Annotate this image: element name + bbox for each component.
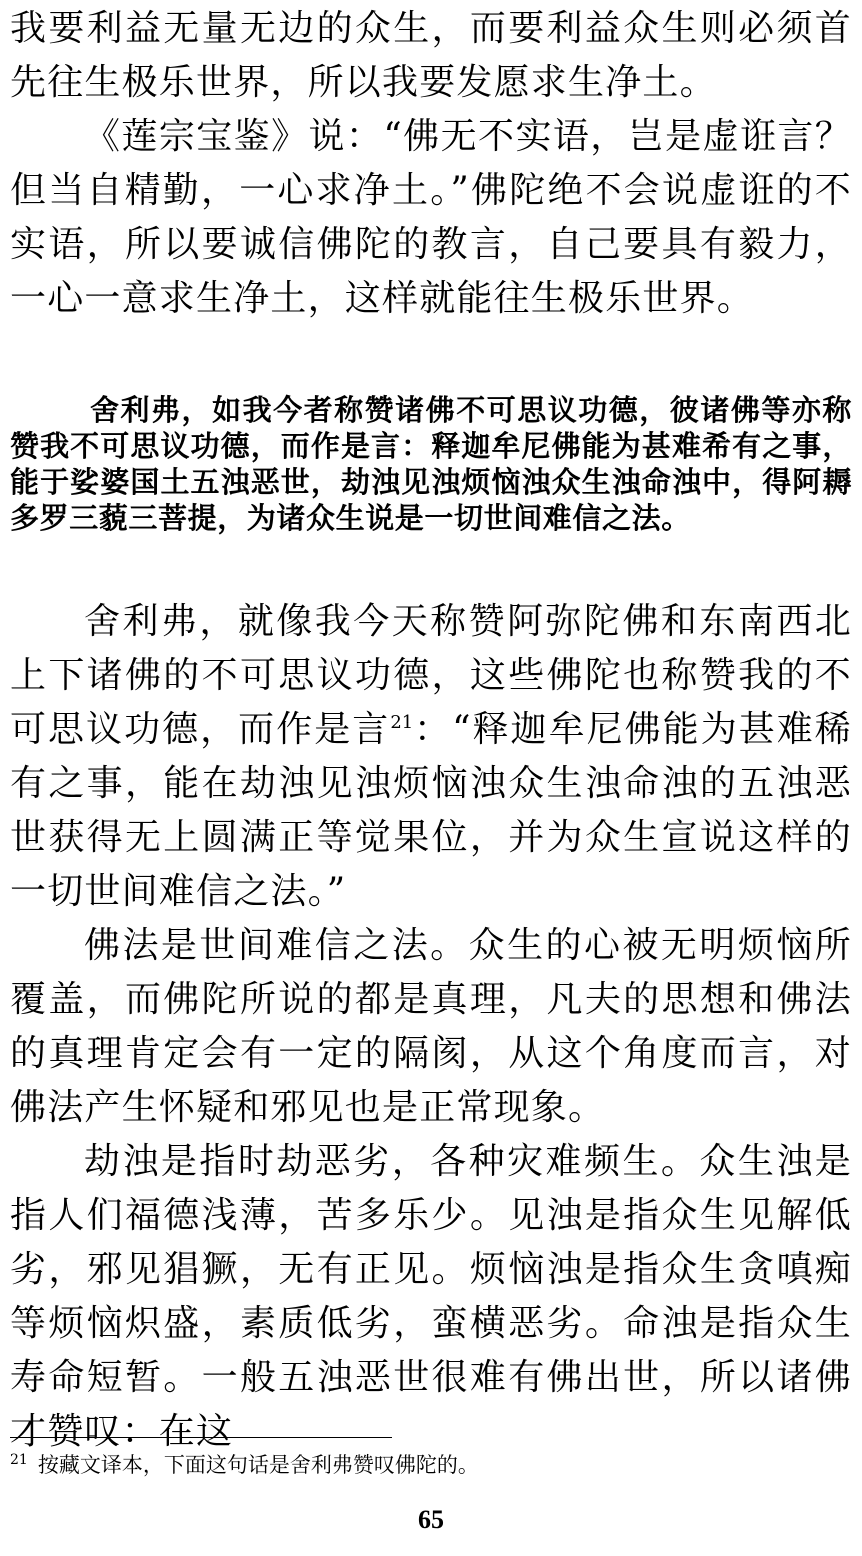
footnote-reference[interactable]: 21 bbox=[390, 712, 414, 733]
paragraph-lianzong-quote: 《莲宗宝鉴》说：“佛无不实语，岂是虚诳言？但当自精勤，一心求净土。”佛陀绝不会说虚诳的不实语，所以要诚信佛陀的教言，自己要具有毅力，一心一意求生净土，这样就能往生极乐世界。 bbox=[10, 116, 852, 319]
paragraph-translation bbox=[10, 595, 852, 919]
page-number: 65 bbox=[418, 1505, 444, 1534]
paragraph-five-turbidities: 劫浊是指时劫恶劣，各种灾难频生。众生浊是指人们福德浅薄，苦多乐少。见浊是指众生见解低劣，邪见猖獗，无有正见。烦恼浊是指众生贪嗔痴等烦恼炽盛，素质低劣，蛮横恶劣。命浊是指众生寿命短暂。一般五浊恶世很难有佛出世，所以诸佛才赞叹：在这 bbox=[10, 1141, 852, 1452]
footnote-divider bbox=[10, 1437, 392, 1438]
paragraph-difficult-dharma: 佛法是世间难信之法。众生的心被无明烦恼所覆盖，而佛陀所说的都是真理，凡夫的思想和佛法的真理肯定会有一定的隔阂，从这个角度而言，对佛法产生怀疑和邪见也是正常现象。 bbox=[10, 925, 852, 1128]
translation-text-part2: ：“释迦牟尼佛能为甚难稀有之事，能在劫浊见浊烦恼浊众生浊命浊的五浊恶世获得无上圆满正等觉果位，并为众生宣说这样的一切世间难信之法。” bbox=[10, 709, 852, 912]
footnote-number: 21 bbox=[10, 1452, 28, 1468]
paragraph-vow: 我要利益无量无边的众生，而要利益众生则必须首先往生极乐世界，所以我要发愿求生净土。 bbox=[10, 8, 852, 103]
footnote-text: 按藏文译本，下面这句话是舍利弗赞叹佛陀的。 bbox=[37, 1453, 479, 1477]
sutra-passage: 舍利弗，如我今者称赞诸佛不可思议功德，彼诸佛等亦称赞我不可思议功德，而作是言：释迦牟尼佛能为甚难希有之事，能于娑婆国土五浊恶世，劫浊见浊烦恼浊众生浊命浊中，得阿耨多罗三藐三菩提，为诸众生说是一切世间难信之法。 bbox=[10, 393, 852, 535]
translation-text-part1: 舍利弗，就像我今天称赞阿弥陀佛和东南西北上下诸佛的不可思议功德，这些佛陀也称赞我的不可思议功德，而作是言 bbox=[10, 601, 852, 750]
footnote bbox=[10, 1450, 852, 1480]
